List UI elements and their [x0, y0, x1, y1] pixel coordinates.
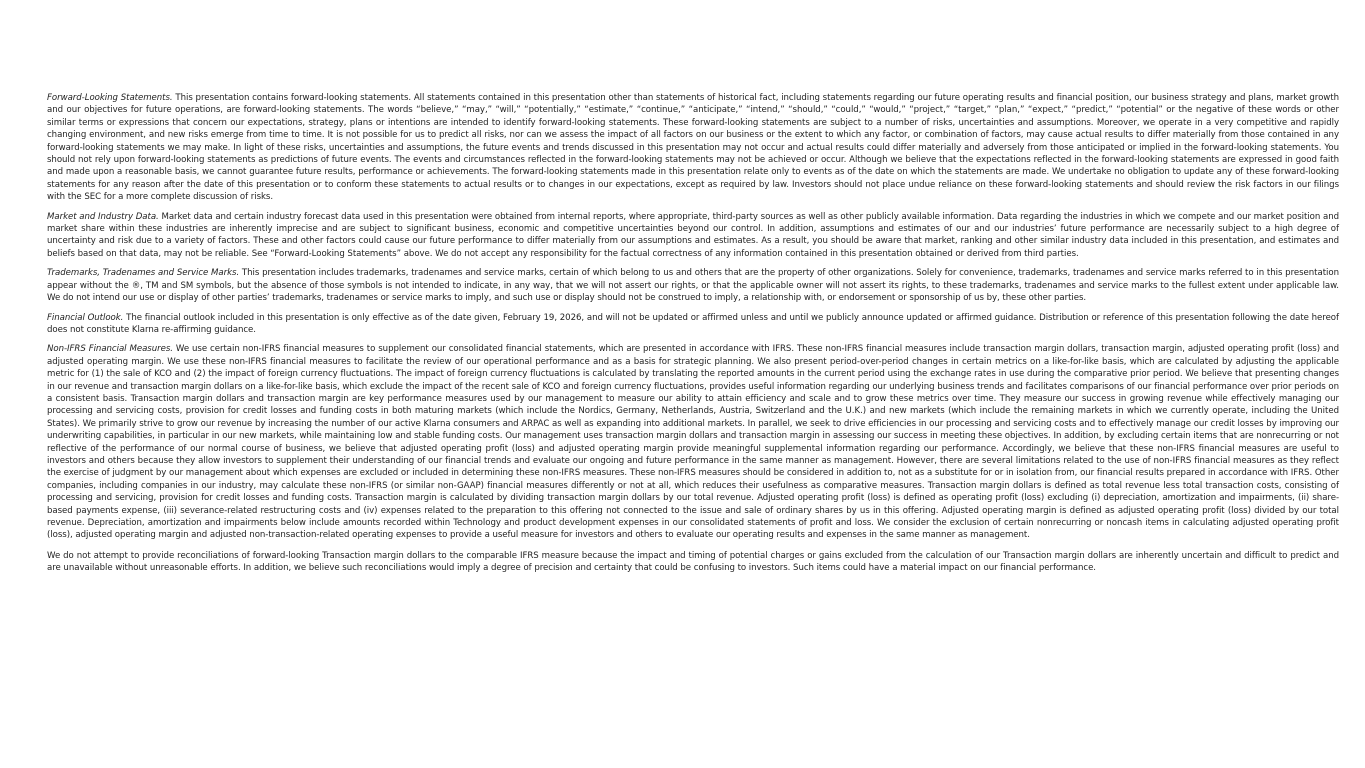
- non-ifrs-measures-paragraph: [47, 343, 1339, 542]
- trademarks-body: This presentation includes trademarks, tradenames and service marks, certain of which belong to us and others that are the property of other organizations. Solely for convenience, trademarks, tradenames and service marks referred to in this presentation appear without the ®, TM and SM symbols, but the absence of those symbols is not intended to indicate, in any way, that we will not assert our rights, or that the applicable owner will not assert its rights, to these trademarks, tradenames and service marks to the fullest extent under applicable law. We do not intend our use or display of other parties’ trademarks, tradenames or service marks to imply, and such use or display should not be construed to imply, a relationship with, or endorsement or sponsorship of us by, these other parties.: [47, 268, 1339, 304]
- market-industry-data-body: Market data and certain industry forecast data used in this presentation were obtained from internal reports, where appropriate, third-party sources as well as other publicly available information. Data regarding the industries in which we compete and our market position and market share within these industries are inherently imprecise and are subject to significant business, economic and competitive uncertainties beyond our control. In addition, assumptions and estimates of our and our industries’ future performance are necessarily subject to a high degree of uncertainty and risk due to a variety of factors. These and other factors could cause our future performance to differ materially from our assumptions and estimates. As a result, you should be aware that market, ranking and other similar industry data included in this presentation, and estimates and beliefs based on that data, may not be reliable. See “Forward-Looking Statements” above. We do not accept any responsibility for the factual correctness of any information contained in this presentation obtained or derived from third parties.: [47, 211, 1340, 259]
- market-industry-data-heading: Market and Industry Data.: [47, 211, 159, 222]
- trademarks-heading: Trademarks, Tradenames and Service Marks.: [47, 268, 240, 279]
- non-ifrs-measures-body: We use certain non-IFRS financial measures to supplement our consolidated financial statements, which are presented in accordance with IFRS. These non-IFRS financial measures include transaction margin dollars, transaction margin, adjusted operating profit (loss) and adjusted operating margin. We use these non-IFRS financial measures to facilitate the review of our operational performance and as a basis for strategic planning. We also present period-over-period changes in certain metrics on a like-for-like basis, which are calculated by adjusting the applicable metric for (1) the sale of KCO and (2) the impact of foreign currency fluctuations. The impact of foreign currency fluctuations is calculated by translating the reported amounts in the current period using the exchange rates in use during the comparative prior period. We believe that presenting changes in our revenue and transaction margin dollars on a like-for-like basis, which exclude the impact of the recent sale of KCO and foreign currency fluctuations, provides useful information regarding our underlying business trends and facilitates comparisons of our financial performance over prior periods on a consistent basis. Transaction margin dollars and transaction margin are key performance measures used by our management to measure our ability to attain efficiency and scale and to grow these metrics over time. They measure our success in growing revenue while effectively managing our processing and servicing costs, provision for credit losses and funding costs in both maturing markets (which include the Nordics, Germany, Netherlands, Austria, Switzerland and the U.K.) and new markets (which include the remaining markets in which we currently operate, including the United States). We primarily strive to grow our revenue by increasing the number of our active Klarna consumers and ARPAC as well as expanding into additional markets. In parallel, we seek to drive efficiencies in our processing and servicing costs and to effectively manage our credit losses by improving our underwriting capabilities, in particular in our new markets, while maintaining low and stable funding costs. Our management uses transaction margin dollars and transaction margin in assessing our success in meeting these objectives. In addition, by excluding certain items that are nonrecurring or not reflective of the performance of our normal course of business, we believe that adjusted operating profit (loss) and adjusted operating margin provide meaningful supplemental information regarding our performance. Accordingly, we believe that these non-IFRS financial measures are useful to investors and others because they allow investors to supplement their understanding of our financial trends and evaluate our ongoing and future performance in the same manner as management. However, there are several limitations related to the use of non-IFRS financial measures as they reflect the exercise of judgment by our management about which expenses are excluded or included in determining these non-IFRS measures. These non-IFRS measures should be considered in addition to, not as a substitute for or in isolation from, our financial results prepared in accordance with IFRS. Other companies, including companies in our industry, may calculate these non-IFRS (or similar non-GAAP) financial measures differently or not at all, which reduces their usefulness as comparative measures. Transaction margin dollars is defined as total revenue less total transaction costs, consisting of processing and servicing, provision for credit losses and funding costs. Transaction margin is calculated by dividing transaction margin dollars by our total revenue. Adjusted operating profit (loss) is defined as operating profit (loss) excluding (i) depreciation, amortization and impairments, (ii) share-based payments expense, (iii) severance-related restructuring costs and (iv) expenses related to the preparation to this offering not connected to the issue and sale of ordinary shares by us in this offering. Adjusted operating margin is defined as adjusted operating profit (loss) divided by our total revenue. Depreciation, amortization and impairments below include amounts recorded within Technology and product development expenses in our consolidated statements of profit and loss. We consider the exclusion of certain nonrecurring or noncash items in calculating adjusted operating profit (loss), adjusted operating margin and adjusted non-transaction-related operating expenses to provide a useful measure for investors and others to evaluate our operating results and expenses in the same manner as management.: [47, 344, 1339, 541]
- forward-looking-statements-body: This presentation contains forward-looking statements. All statements contained in this presentation other than statements of historical fact, including statements regarding our future operating results and financial position, our business strategy and plans, market growth and our objectives for future operations, are forward-looking statements. The words “believe,” “may,” “will,” “potentially,” “estimate,” “continue,” “anticipate,” “intend,” “should,” “could,” “would,” “project,” “target,” “plan,” “expect,” “predict,” “potential” or the negative of these words or other similar terms or expressions that concern our expectations, strategy, plans or intentions are intended to identify forward-looking statements. These forward-looking statements are subject to a number of risks, uncertainties and assumptions. Moreover, we operate in a very competitive and rapidly changing environment, and new risks emerge from time to time. It is not possible for us to predict all risks, nor can we assess the impact of all factors on our business or the extent to which any factor, or combination of factors, may cause actual results to differ materially from those contained in any forward-looking statements we may make. In light of these risks, uncertainties and assumptions, the future events and trends discussed in this presentation may not occur and actual results could differ materially and adversely from those anticipated or implied in the forward-looking statements. You should not rely upon forward-looking statements as predictions of future events. The events and circumstances reflected in the forward-looking statements may not be achieved or occur. Although we believe that the expectations reflected in the forward-looking statements are expressed in good faith and made upon a reasonable basis, we cannot guarantee future results, performance or achievements. The forward-looking statements made in this presentation relate only to events as of the date on which the statements are made. We undertake no obligation to update any of these forward-looking statements for any reason after the date of this presentation or to conform these statements to actual results or to changes in our expectations, except as required by law. Investors should not place undue reliance on these forward-looking statements and should review the risk factors in our filings with the SEC for a more complete discussion of risks.: [47, 93, 1339, 203]
- disclaimer-content: [47, 92, 1339, 582]
- reconciliation-paragraph: We do not attempt to provide reconciliations of forward-looking Transaction margin dollars to the comparable IFRS measure because the impact and timing of potential charges or gains excluded from the calculation of our Transaction margin dollars are inherently uncertain and difficult to predict and are unavailable without unreasonable efforts. In addition, we believe such reconciliations would imply a degree of precision and certainty that could be confusing to investors. Such items could have a material impact on our financial performance.: [47, 550, 1339, 574]
- forward-looking-statements-paragraph: [47, 92, 1339, 204]
- financial-outlook-paragraph: [47, 312, 1339, 337]
- non-ifrs-measures-heading: Non-IFRS Financial Measures.: [47, 344, 173, 355]
- financial-outlook-body: The financial outlook included in this presentation is only effective as of the date given, February 19, 2026, and will not be updated or affirmed unless and until we publicly announce updated or affirmed guidance. Distribution or reference of this presentation following the date hereof does not constitute Klarna re-affirming guidance.: [47, 312, 1339, 335]
- market-industry-data-paragraph: [47, 211, 1339, 261]
- financial-outlook-heading: Financial Outlook.: [47, 312, 124, 323]
- forward-looking-statements-heading: Forward-Looking Statements.: [47, 93, 173, 103]
- trademarks-paragraph: [47, 267, 1339, 304]
